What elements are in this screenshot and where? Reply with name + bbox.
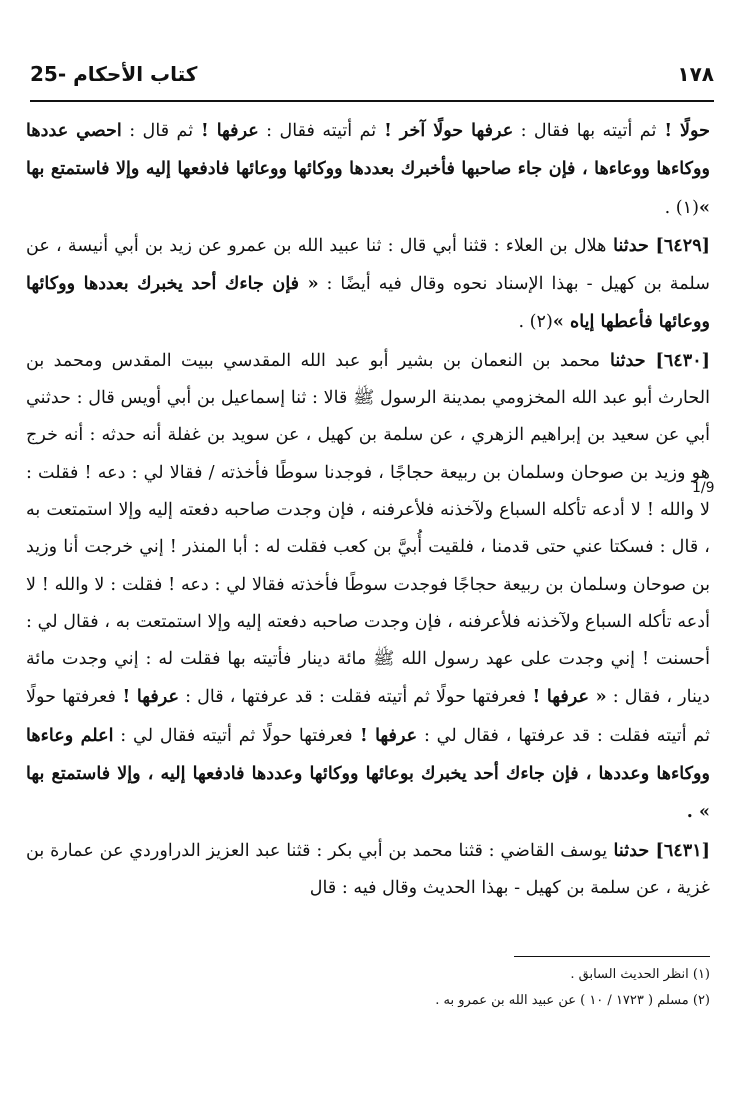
- text-run: فعرفتها حولًا ثم أتيته فقال لي :: [113, 725, 353, 746]
- bold-text-run: عرفها !: [115, 686, 179, 708]
- bold-text-run: عرفها !: [193, 120, 259, 141]
- paragraph: [26, 342, 710, 832]
- text-run: (١) .: [664, 197, 699, 218]
- paragraph: [26, 832, 710, 908]
- bold-text-run: عرفها حولًا آخر !: [376, 120, 514, 141]
- bold-text-run: حدثنا: [606, 234, 649, 256]
- footnote-rule: [514, 956, 710, 957]
- text-run: ثم أتيته بها فقال :: [513, 121, 657, 141]
- paragraph: [26, 112, 710, 227]
- text-run: ثم قال :: [121, 121, 194, 141]
- bold-text-run: حدثنا: [607, 839, 650, 861]
- bold-text-run: حدثنا: [600, 349, 646, 371]
- text-run: فعرفتها حولًا ثم أتيته فقلت : قد عرفتها ، فقال لي :: [26, 687, 710, 746]
- bold-text-run: « عرفها !: [525, 686, 607, 708]
- text-run: (٢) .: [518, 312, 553, 333]
- paragraph: [26, 227, 710, 342]
- bold-text-run: [٦٤٢٩]: [648, 234, 710, 256]
- text-run: محمد بن النعمان بن بشير أبو عبد الله المقدسي ببيت المقدس ومحمد بن الحارث أبو عبد الله المخزومي بمدينة الرسول ﷺ قالا : ثنا إسماعيل بن أبي أويس قال : حدثني أبي عن سعيد بن إبراهيم الزهري ، عن سلمة بن كهيل ، عن سويد بن غفلة أنه حدثه : أنه خرج هو وزيد بن صوحان وسلمان بن ربيعة حجاجًا ، فوجدنا سوطًا فأخذته / فقالا لي : دعه ! فقلت : لا والله ! لا أدعه تأكله السباع ولآخذنه فلأعرفنه ، فإن وجدت صاحبه دفعته إليه وإلا استمتعت به ، قال : فسكتا عني حتى قدمنا ، فلقيت أُبيَّ بن كعب فقلت له : أبا المنذر ! إني خرجت أنا وزيد بن صوحان وسلمان بن ربيعة حجاجًا فوجدت سوطًا فأخذته فقالا لي : دعه ! فقلت : لا والله ! لا أدعه تأكله السباع ولآخذنه فلأعرفنه ، فإن وجدت صاحبه دفعته إليه وإلا استمتعت به ، فقال لي : أحسنت ! إني وجدت على عهد رسول الله ﷺ مائة دينار فأتيته بها فقلت له : إني وجدت مائة دينار ، فقال :: [26, 350, 711, 708]
- page-number: ١٧٨: [677, 62, 714, 86]
- text-run: هلال بن العلاء : قثنا أبي قال : ثنا عبيد الله بن عمرو عن زيد بن أبي أنيسة ، عن سلمة بن كهيل - بهذا الإسناد نحوه وقال فيه أيضًا :: [26, 235, 710, 295]
- bold-text-run: [٦٤٣١]: [649, 839, 710, 861]
- bold-text-run: [٦٤٣٠]: [645, 349, 710, 371]
- header-rule: [30, 100, 714, 102]
- bold-text-run: عرفها !: [352, 724, 418, 746]
- footnote: (٢) مسلم ( ١٧٢٣ / ١٠ ) عن عبيد الله بن عمرو به .: [435, 993, 710, 1008]
- bold-text-run: حولًا !: [656, 120, 710, 141]
- chapter-title: 25- كتاب الأحكام: [30, 62, 198, 86]
- text-run: فعرفتها حولًا ثم أتيته فقلت : قد عرفتها ، قال :: [179, 687, 526, 708]
- footnotes: [26, 962, 710, 1014]
- bold-text-run: « فإن جاءك أحد يخبرك بعددها ووكائها ووعائها فأعطها إياه »: [26, 273, 710, 333]
- margin-page-marker: 1/9: [692, 480, 715, 496]
- footnote: (١) انظر الحديث السابق .: [570, 967, 710, 982]
- main-text: [26, 112, 710, 907]
- text-run: يوسف القاضي : قثنا محمد بن أبي بكر : قثنا عبد العزيز الدراوردي عن عمارة بن غزية ، عن سلمة بن كهيل - بهذا الحديث وقال فيه : قال: [26, 840, 710, 898]
- bold-text-run: اعلم وعاءها ووكاءها وعددها ، فإن جاءك أحد يخبرك بوعائها ووكائها وعددها فادفعها إليه ، وإلا فاستمتع بها » .: [26, 724, 710, 823]
- bold-text-run: احصي عددها ووكاءها ووعاءها ، فإن جاء صاحبها فأخبرك بعددها ووكائها ووعائها فادفعها إليه وإلا فاستمتع بها »: [26, 120, 710, 218]
- page-header: [30, 56, 714, 92]
- text-run: ثم أتيته فقال :: [258, 121, 377, 141]
